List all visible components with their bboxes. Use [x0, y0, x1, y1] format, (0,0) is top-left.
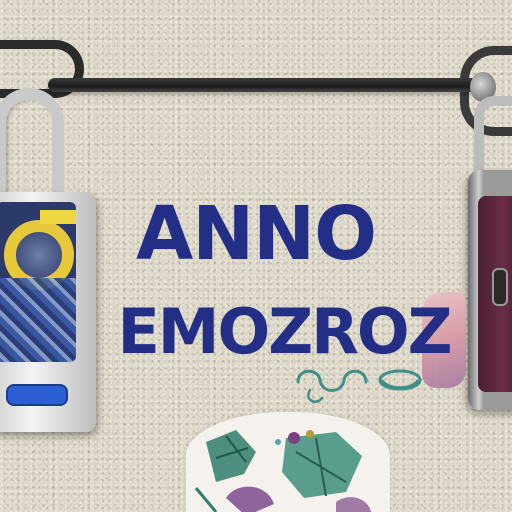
swirl-ornament-icon: [290, 360, 430, 410]
screen-mosaic-graphic: [0, 278, 76, 362]
headline-line-1: ANNO: [135, 191, 377, 277]
floral-plate: [186, 412, 390, 512]
left-padlock-button: [6, 384, 68, 406]
keyhole-icon: [492, 268, 508, 306]
metal-rod: [48, 78, 488, 92]
headline-line-2: EMOZROZ: [117, 295, 451, 368]
